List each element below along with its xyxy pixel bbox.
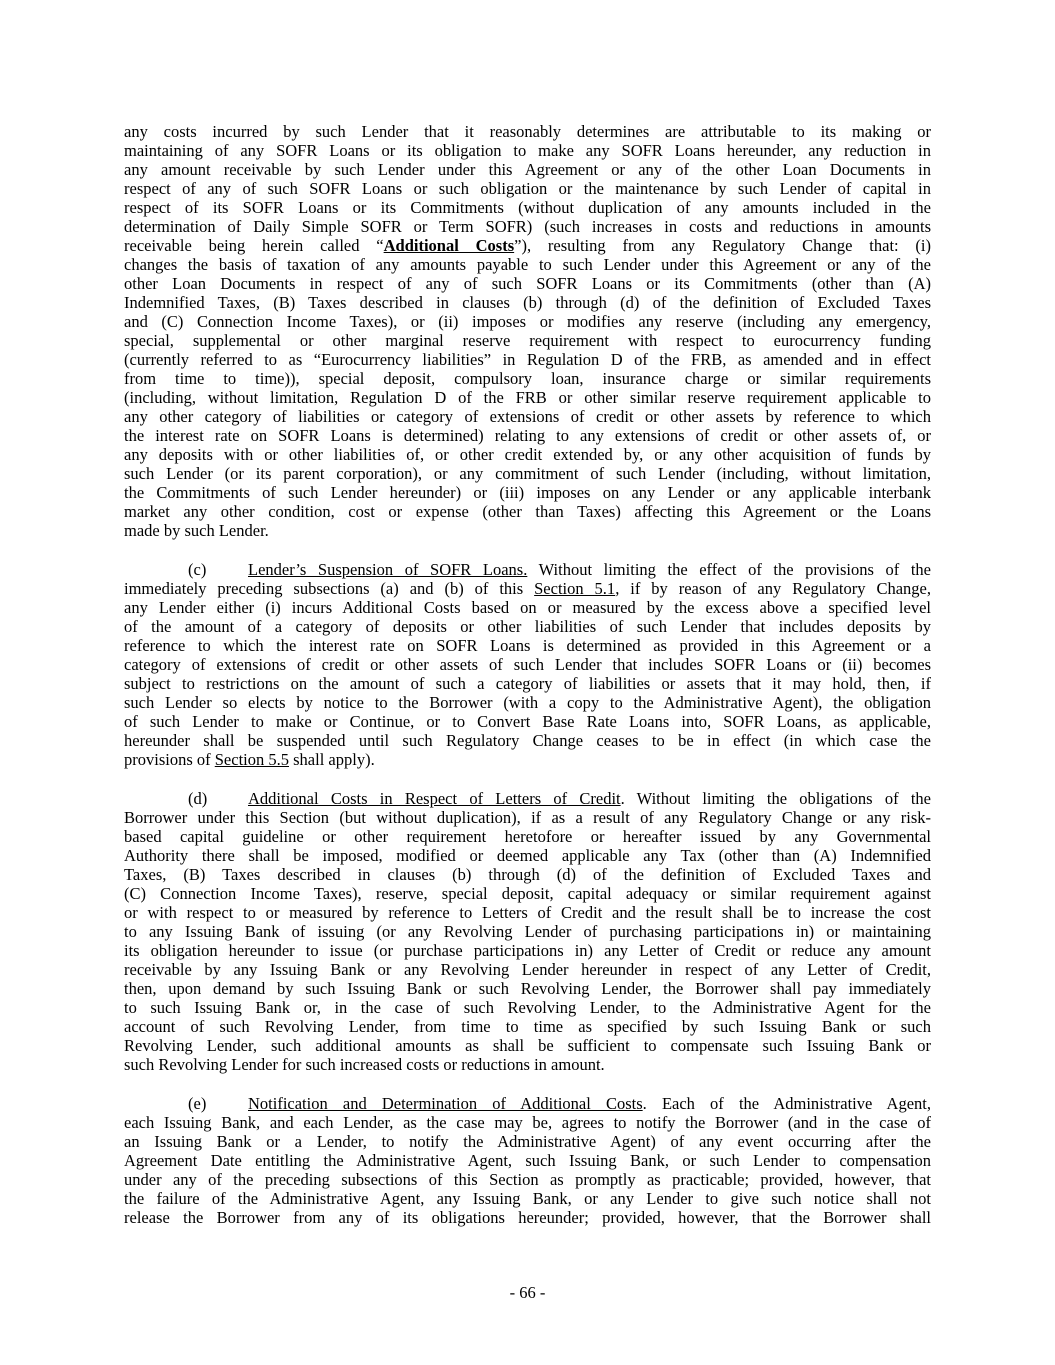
text-line: Indemnified Taxes, (B) Taxes described in clauses (b) through (d) of the definition of Excluded Taxes <box>124 293 931 312</box>
text-line: under any of the preceding subsections of this Section as promptly as practicable; provided, however, that <box>124 1170 931 1189</box>
text-line: to any Issuing Bank of issuing (or any Revolving Lender of purchasing participations in) or maintaining <box>124 922 931 941</box>
text-line: the interest rate on SOFR Loans is determined) relating to any extensions of credit or other assets of, or <box>124 426 931 445</box>
text-line <box>124 750 931 769</box>
text-line: Agreement Date entitling the Administrative Agent, such Issuing Bank, or such Lender to compensation <box>124 1151 931 1170</box>
section-c-label: (c) <box>188 560 207 579</box>
defined-term-additional-costs: Additional Costs <box>383 236 515 255</box>
text-fragment: . Without limiting the obligations of the <box>620 789 931 808</box>
text-line: subject to restrictions on the amount of such a category of liabilities or assets that it may hold, then, if <box>124 674 931 693</box>
text-line: the Commitments of such Lender hereunder) or (iii) imposes on any Lender or any applicable interbank <box>124 483 931 502</box>
text-line: any amount receivable by such Lender under this Agreement or any of the other Loan Documents in <box>124 160 931 179</box>
text-fragment: shall apply). <box>289 750 375 769</box>
text-line: of such Lender to make or Continue, or to Convert Base Rate Loans into, SOFR Loans, as applicable, <box>124 712 931 731</box>
cross-reference-section-5-5: Section 5.5 <box>214 750 289 769</box>
text-line: reference to which the interest rate on SOFR Loans is determined as provided in this Agreement or a <box>124 636 931 655</box>
text-fragment: immediately preceding subsections (a) and (b) of this <box>124 579 535 598</box>
text-line: Taxes, (B) Taxes described in clauses (b) through (d) of the definition of Excluded Taxes and <box>124 865 931 884</box>
text-line: based capital guideline or other requirement heretofore or hereafter issued by any Governmental <box>124 827 931 846</box>
text-line: respect of any of such SOFR Loans or such obligation or the maintenance by such Lender of capital in <box>124 179 931 198</box>
section-d-heading: Additional Costs in Respect of Letters of Credit <box>248 789 621 808</box>
text-fragment: . Each of the Administrative Agent, <box>642 1094 931 1113</box>
text-line: of the amount of a category of deposits or other liabilities of such Lender that includes deposits by <box>124 617 931 636</box>
text-line <box>124 236 931 255</box>
text-line: such Lender (or its parent corporation), or any commitment of such Lender (including, without limitation, <box>124 464 931 483</box>
text-line: (including, without limitation, Regulation D of the FRB or other similar reserve requirement applicable to <box>124 388 931 407</box>
section-c-heading: Lender’s Suspension of SOFR Loans. <box>248 560 528 579</box>
text-line: Authority there shall be imposed, modified or deemed applicable any Tax (other than (A) Indemnified <box>124 846 931 865</box>
text-line: such Lender so elects by notice to the Borrower (with a copy to the Administrative Agent), the obligation <box>124 693 931 712</box>
section-c-heading-line <box>124 560 931 579</box>
text-line: other Loan Documents in respect of any of such SOFR Loans or its Commitments (other than (A) <box>124 274 931 293</box>
cross-reference-section-5-1: Section 5.1 <box>534 579 616 598</box>
text-line: respect of its SOFR Loans or its Commitments (without duplication of any amounts included in the <box>124 198 931 217</box>
text-line: any costs incurred by such Lender that it reasonably determines are attributable to its making or <box>124 122 931 141</box>
text-line: receivable by any Issuing Bank or any Revolving Lender hereunder in respect of any Letter of Credit, <box>124 960 931 979</box>
section-d-label: (d) <box>188 789 208 808</box>
section-e-notification <box>124 1094 931 1227</box>
text-line: its obligation hereunder to issue (or purchase participations in) any Letter of Credit or reduce any amount <box>124 941 931 960</box>
text-line: the failure of the Administrative Agent, any Issuing Bank, or any Lender to give such notice shall not <box>124 1189 931 1208</box>
text-line: to such Issuing Bank or, in the case of such Revolving Lender, to the Administrative Agent for the <box>124 998 931 1017</box>
text-line: any Lender either (i) incurs Additional Costs based on or measured by the excess above a specified level <box>124 598 931 617</box>
section-e-heading-line <box>124 1094 931 1113</box>
text-line: such Revolving Lender for such increased costs or reductions in amount. <box>124 1055 605 1074</box>
text-line <box>124 579 931 598</box>
text-line: or with respect to or measured by reference to Letters of Credit and the result shall be to increase the cost <box>124 903 931 922</box>
text-line: an Issuing Bank or a Lender, to notify the Administrative Agent) of any event occurring after the <box>124 1132 931 1151</box>
page-number: - 66 - <box>509 1283 546 1302</box>
text-line: hereunder shall be suspended until such Regulatory Change ceases to be in effect (in which case the <box>124 731 931 750</box>
text-line: from time to time)), special deposit, compulsory loan, insurance charge or similar requirements <box>124 369 931 388</box>
text-fragment: , if by reason of any Regulatory Change, <box>615 579 931 598</box>
text-line: Borrower under this Section (but without duplication), if as a result of any Regulatory Change or any risk- <box>124 808 931 827</box>
text-line: (C) Connection Income Taxes), reserve, special deposit, capital adequacy or similar requirement against <box>124 884 931 903</box>
text-line: market any other condition, cost or expense (other than Taxes) affecting this Agreement or the Loans <box>124 502 931 521</box>
text-line: release the Borrower from any of its obligations hereunder; provided, however, that the Borrower shall <box>124 1208 931 1227</box>
section-d-heading-line <box>124 789 931 808</box>
text-line: special, supplemental or other marginal reserve requirement with respect to eurocurrency funding <box>124 331 931 350</box>
text-line: account of such Revolving Lender, from time to time as specified by such Issuing Bank or such <box>124 1017 931 1036</box>
paragraph-additional-costs-continuation <box>124 122 931 540</box>
text-fragment: ”), resulting from any Regulatory Change that: (i) <box>514 236 931 255</box>
text-line: any deposits with or other liabilities of, or other credit extended by, or any other acquisition of funds by <box>124 445 931 464</box>
section-e-heading: Notification and Determination of Additional Costs <box>248 1094 643 1113</box>
text-fragment: provisions of <box>124 750 215 769</box>
text-fragment: Without limiting the effect of the provisions of the <box>527 560 931 579</box>
text-line: each Issuing Bank, and each Lender, as the case may be, agrees to notify the Borrower (and in the case of <box>124 1113 931 1132</box>
section-e-label: (e) <box>188 1094 207 1113</box>
section-c-lender-suspension <box>124 560 931 769</box>
text-line: determination of Daily Simple SOFR or Term SOFR) (such increases in costs and reductions in amounts <box>124 217 931 236</box>
text-line: made by such Lender. <box>124 521 269 540</box>
text-fragment: receivable being herein called “ <box>124 236 384 255</box>
text-line: any other category of liabilities or category of extensions of credit or other assets by reference to which <box>124 407 931 426</box>
text-line: and (C) Connection Income Taxes), or (ii) imposes or modifies any reserve (including any emergency, <box>124 312 931 331</box>
text-line: changes the basis of taxation of any amounts payable to such Lender under this Agreement or any of the <box>124 255 931 274</box>
text-line: (currently referred to as “Eurocurrency liabilities” in Regulation D of the FRB, as amended and in effect <box>124 350 931 369</box>
text-line: Revolving Lender, such additional amounts as shall be sufficient to compensate such Issuing Bank or <box>124 1036 931 1055</box>
text-line: then, upon demand by such Issuing Bank or such Revolving Lender, the Borrower shall pay immediately <box>124 979 931 998</box>
text-line: maintaining of any SOFR Loans or its obligation to make any SOFR Loans hereunder, any reduction in <box>124 141 931 160</box>
section-d-letters-of-credit <box>124 789 931 1074</box>
text-line: category of extensions of credit or other assets of such Lender that includes SOFR Loans or (ii) becomes <box>124 655 931 674</box>
